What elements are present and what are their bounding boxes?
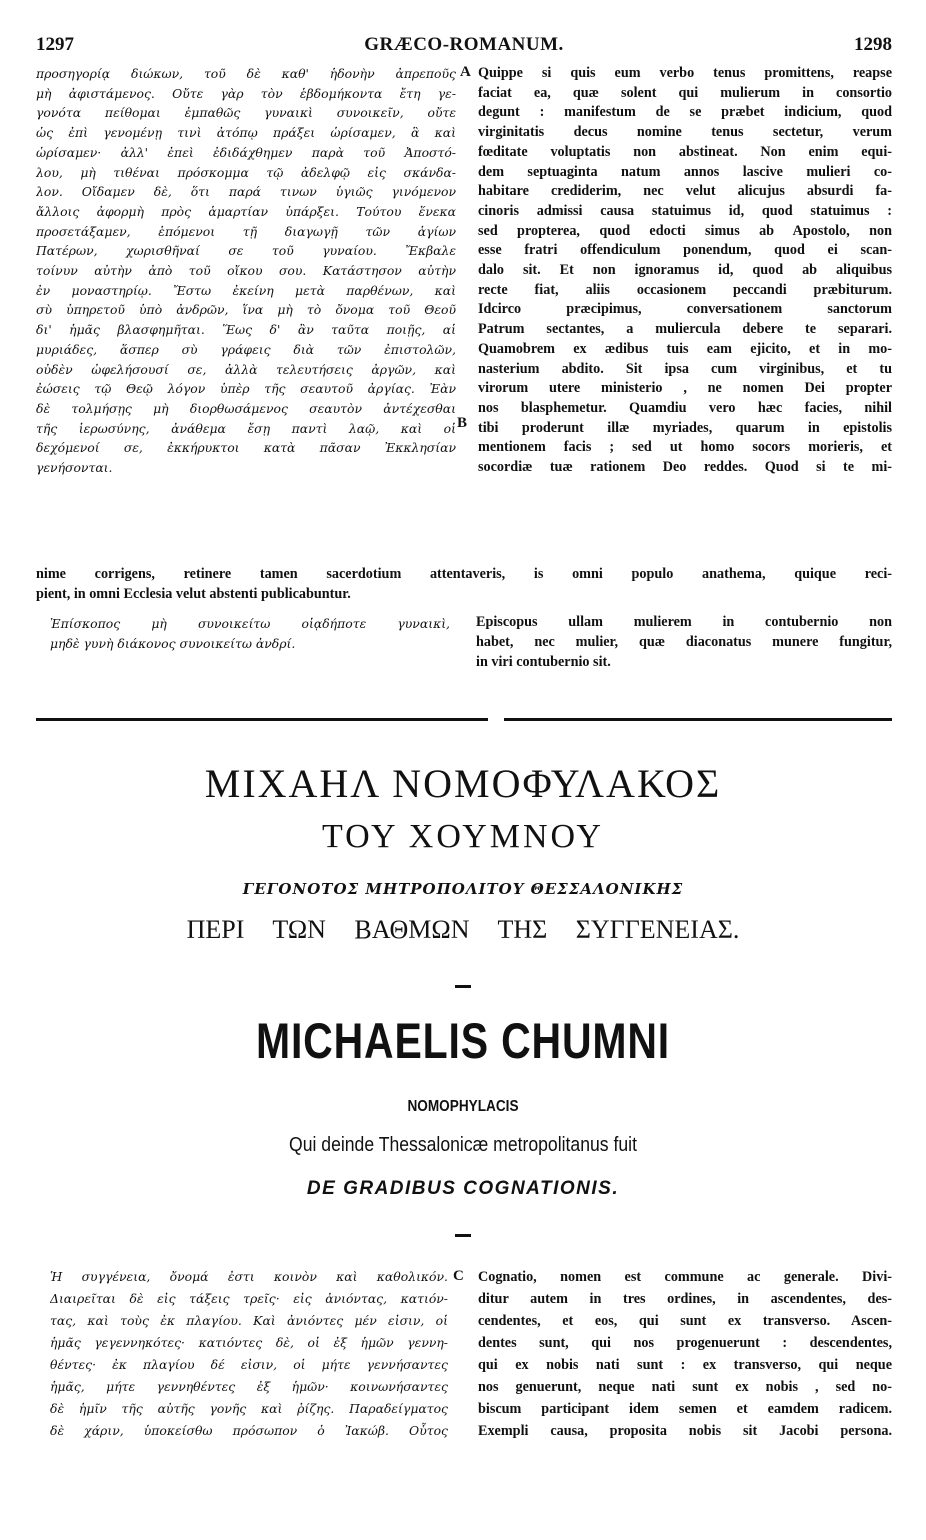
running-title: GRÆCO-ROMANUM.	[364, 34, 564, 55]
greek-text-line: οὐδὲν ὠφελήσουσί σε, ἀλλὰ τελευτήσεις ἀργῶν, καὶ	[36, 361, 456, 377]
latin-text-line: esse fratri offendiculum ponendum, quod ei scan-	[478, 242, 892, 259]
top-greek-column	[36, 64, 456, 478]
greek-text-line: προσηγορίᾳ διώκων, τοῦ δὲ καθ' ἡδονὴν ἀπρεποῦς	[36, 66, 456, 81]
margin-letter-b: B	[457, 415, 468, 431]
latin-text-line: recte fiat, aliis occasionem peccandi præbiturum.	[478, 281, 892, 298]
greek-text-line: λου, μὴ τιθέναι πρόσκομμα τῷ ἀδελφῷ εἰς σκάνδα-	[36, 164, 456, 180]
bottom-latin-column	[478, 1266, 892, 1442]
greek-text-line: δὲ ἡμῖν τῆς αὐτῆς γονῆς καὶ ῥίζης. Παραδείγματος	[50, 1401, 448, 1416]
greek-text-line: ἐώσεις τῷ Θεῷ λόγον ὑπὲρ τῆς σεαυτοῦ ἀργίας. Ἐὰν	[36, 381, 456, 397]
greek-text-line: λον. Οἴδαμεν δὲ, ὅτι παρά τινων ὑγιῶς γινόμενον	[36, 184, 456, 200]
greek-text-line: δὲ χάριν, ὑποκείσθω πρόσωπον ὁ Ἰακώβ. Οὗτος	[50, 1423, 448, 1438]
greek-text-line: Πατέρων, χωρισθῆναί σε τοῦ γυναίου. Ἔκβαλε	[36, 243, 456, 259]
greek-text-line: ἡμᾶς γεγεννηκότες· κατιόντες δὲ, οἱ ἐξ ἡμῶν γεννη-	[50, 1335, 448, 1350]
running-header	[36, 34, 892, 60]
greek-text-line: Διαιρεῖται δὲ εἰς τάξεις τρεῖς· εἰς ἀνιόντας, κατιόν-	[50, 1291, 448, 1306]
latin-text-line: tibi proderunt illæ myriades, quarum in epistolis	[478, 419, 892, 436]
greek-text-line: ὡς ἐπὶ γενομένῃ τινὶ ἀτόπῳ πράξει ὡρίσαμεν, ἃ καὶ	[36, 125, 456, 141]
latin-text-line: fœditate voluptatis non abstineat. Non enim equi-	[478, 143, 892, 160]
latin-subtitle: Qui deinde Thessalonicæ metropolitanus fuit	[289, 1134, 637, 1156]
margin-letter-a: A	[460, 64, 471, 80]
latin-text-line: pient, in omni Ecclesia velut abstenti publicabuntur.	[36, 585, 351, 602]
greek-text-line: μηδὲ γυνὴ διάκονος συνοικείτω ἀνδρί.	[50, 636, 296, 651]
greek-text-line: σὺ ὑπηρετοῦ ὑπὸ ἀνδρῶν, ἵνα μὴ τὸ ὄνομα τοῦ Θεοῦ	[36, 302, 456, 318]
greek-text-line: ἐν μοναστηρίῳ. Ἔστω ἐκείνη μετὰ παρθένων, καὶ	[36, 282, 456, 298]
latin-text-line: qui ex nobis nati sunt : ex transverso, qui neque	[478, 1357, 892, 1373]
latin-text-line: habet, nec mulier, quæ diaconatus munere fungitur,	[476, 634, 892, 650]
top-latin-column	[478, 64, 892, 478]
greek-text-line: Ἡ συγγένεια, ὄνομά ἐστι κοινὸν καὶ καθολικόν.	[50, 1269, 448, 1284]
latin-text-line: cinoris admissi causa statuimus id, quod statuimus :	[478, 202, 892, 219]
greek-text-line: τῆς ἱερωσύνης, ἀνάθεμα ἔσῃ παντὶ λαῷ, καὶ οἱ	[36, 420, 456, 436]
greek-text-line: δεχόμενοί σε, ἐκκήρυκτοι κατὰ πᾶσαν Ἐκκλησίαν	[36, 440, 456, 456]
latin-text-line: nos genuerunt, neque nati sunt ex nobis , sed no-	[478, 1379, 892, 1395]
latin-continuation	[36, 565, 892, 604]
latin-office: NOMOPHYLACIS	[407, 1098, 519, 1115]
latin-text-line: sed propterea, quod edocti simus ab Apostolo, non	[478, 222, 892, 239]
canon-latin	[476, 612, 892, 672]
greek-text-line: μὴ ἀφιστάμενος. Οὔτε γὰρ τὸν ἑβδομήκοντα ἔτη γε-	[36, 85, 456, 101]
latin-text-line: faciat ea, quæ solent qui mulierum in consortio	[478, 84, 892, 101]
greek-subtitle: ΓΕΓΟΝΟΤΟΣ ΜΗΤΡΟΠΟΛΙΤΟΥ ΘΕΣΣΑΛΟΝΙΚΗΣ	[242, 880, 684, 898]
latin-text-line: dentes sunt, qui nos progenuerunt : descendentes,	[478, 1335, 892, 1351]
greek-author-name: ΜΙΧΑΗΛ ΝΟΜΟΦΥΛΑΚΟΣ	[204, 761, 722, 806]
latin-text-line: Cognatio, nomen est commune ac generale. Divi-	[478, 1269, 892, 1285]
latin-text-line: socordiæ tuæ rationem Deo reddes. Quod si te mi-	[478, 459, 892, 476]
greek-text-line: θέντες· ἐκ πλαγίου δέ εἰσιν, οἱ μήτε γεννήσαντες	[50, 1357, 448, 1372]
margin-letter-c: C	[453, 1268, 464, 1284]
section-rule-left	[36, 718, 488, 721]
latin-text-line: virginitatis decus nomine tenus sectetur, verum	[478, 124, 892, 141]
latin-text-line: in viri contubernio sit.	[476, 654, 611, 670]
greek-text-line: ἄλλοις ἀφορμὴ πρὸς ἁμαρτίαν ὑπάρξει. Τούτου ἕνεκα	[36, 203, 456, 219]
greek-text-line: ἡμᾶς, μήτε γεννηθέντες ἐξ ἡμῶν· κοινωνήσαντες	[50, 1379, 448, 1394]
greek-text-line: μυριάδες, ἅσπερ σὺ γράφεις διὰ τῶν ἐπιστολῶν,	[36, 341, 456, 357]
latin-text-line: Patrum sectantes, a muliercula debere te separari.	[478, 321, 892, 338]
latin-text-line: degunt : manifestum de se præbet indicium, quod	[478, 104, 892, 121]
latin-text-line: Quamobrem ex ædibus tuis eam ejicito, et in mo-	[478, 340, 892, 357]
latin-text-line: biscum participant idem semen et eamdem radicem.	[478, 1401, 892, 1417]
page-number-left: 1297	[36, 34, 74, 55]
latin-text-line: habitare crediderim, nec velut alicujus absurdi fa-	[478, 183, 892, 200]
latin-text-line: virorum utere ministerio , ne nomen Dei propter	[478, 380, 892, 397]
latin-text-line: cendentes, et eos, qui sunt ex transverso. Ascen-	[478, 1313, 892, 1329]
latin-text-line: nime corrigens, retinere tamen sacerdotium attentaveris, is omni populo anathema, quique reci-	[36, 566, 892, 582]
bottom-greek-column	[50, 1266, 448, 1442]
latin-text-line: Episcopus ullam mulierem in contubernio non	[476, 614, 892, 630]
latin-text-line: dem septuaginta natum annos lascive mulieri co-	[478, 163, 892, 180]
title-divider-2	[455, 1234, 471, 1237]
title-divider-1	[455, 985, 471, 988]
latin-text-line: mentionem facis ; sed ut homo socors morieris, et	[478, 439, 892, 456]
latin-text-line: ditur autem in tres ordines, in ascendentes, des-	[478, 1291, 892, 1307]
greek-text-line: δὲ τολμήσῃς μὴ διορθωσάμενος σεαυτὸν ἀντέχεσθαι	[36, 400, 456, 416]
latin-work-title: DE GRADIBUS COGNATIONIS.	[306, 1178, 620, 1199]
section-rule-right	[504, 718, 892, 721]
canon-greek	[50, 614, 450, 654]
greek-text-line: γενήσονται.	[36, 460, 113, 476]
latin-text-line: Exempli causa, proposita nobis sit Jacobi persona.	[478, 1423, 892, 1439]
greek-text-line: προσετάξαμεν, ἑπόμενοι τῇ διαγωγῇ τῶν ἁγίων	[36, 223, 456, 239]
greek-text-line: τας, καὶ τοὺς ἐκ πλαγίου. Καὶ ἀνιόντες μέν εἰσιν, οἱ	[50, 1313, 448, 1328]
latin-text-line: nasterium abdito. Sit ipsa cum virginibus, et tu	[478, 360, 892, 377]
latin-text-line: Idcirco præcipimus, conversationem sanctorum	[478, 301, 892, 318]
greek-text-line: γονότα πείθομαι ἐμπαθῶς γυναικὶ συνοικεῖν, οὔτε	[36, 105, 456, 121]
greek-work-title: ΠΕΡΙ ΤΩΝ ΒΑΘΜΩΝ ΤΗΣ ΣΥΓΓΕΝΕΙΑΣ.	[186, 915, 740, 944]
greek-text-line: Ἐπίσκοπος μὴ συνοικείτω οἱᾳδήποτε γυναικὶ,	[50, 616, 450, 631]
latin-text-line: Quippe si quis eum verbo tenus promittens, reapse	[478, 65, 892, 81]
latin-text-line: nos blasphemetur. Quamdiu vero hæc facies, nihil	[478, 399, 892, 416]
greek-text-line: τοίνυν αὐτὴν ἀπὸ τοῦ οἴκου σου. Κατάστησον αὐτὴν	[36, 263, 456, 279]
latin-author-name: MICHAELIS CHUMNI	[256, 1013, 670, 1069]
greek-text-line: ὡρίσαμεν· ἀλλ' ἐπεὶ ἐδιδάχθημεν παρὰ τοῦ Ἀποστό-	[36, 144, 456, 160]
latin-text-line: dalo sit. Et non ignoramus id, quod ab aliquibus	[478, 262, 892, 279]
page-number-right: 1298	[854, 34, 892, 55]
greek-family-name: ΤΟΥ ΧΟΥΜΝΟΥ	[322, 818, 604, 855]
greek-text-line: δι' ἡμᾶς βλασφημῆται. Ἕως δ' ἂν ταῦτα ποιῇς, αἱ	[36, 322, 456, 338]
